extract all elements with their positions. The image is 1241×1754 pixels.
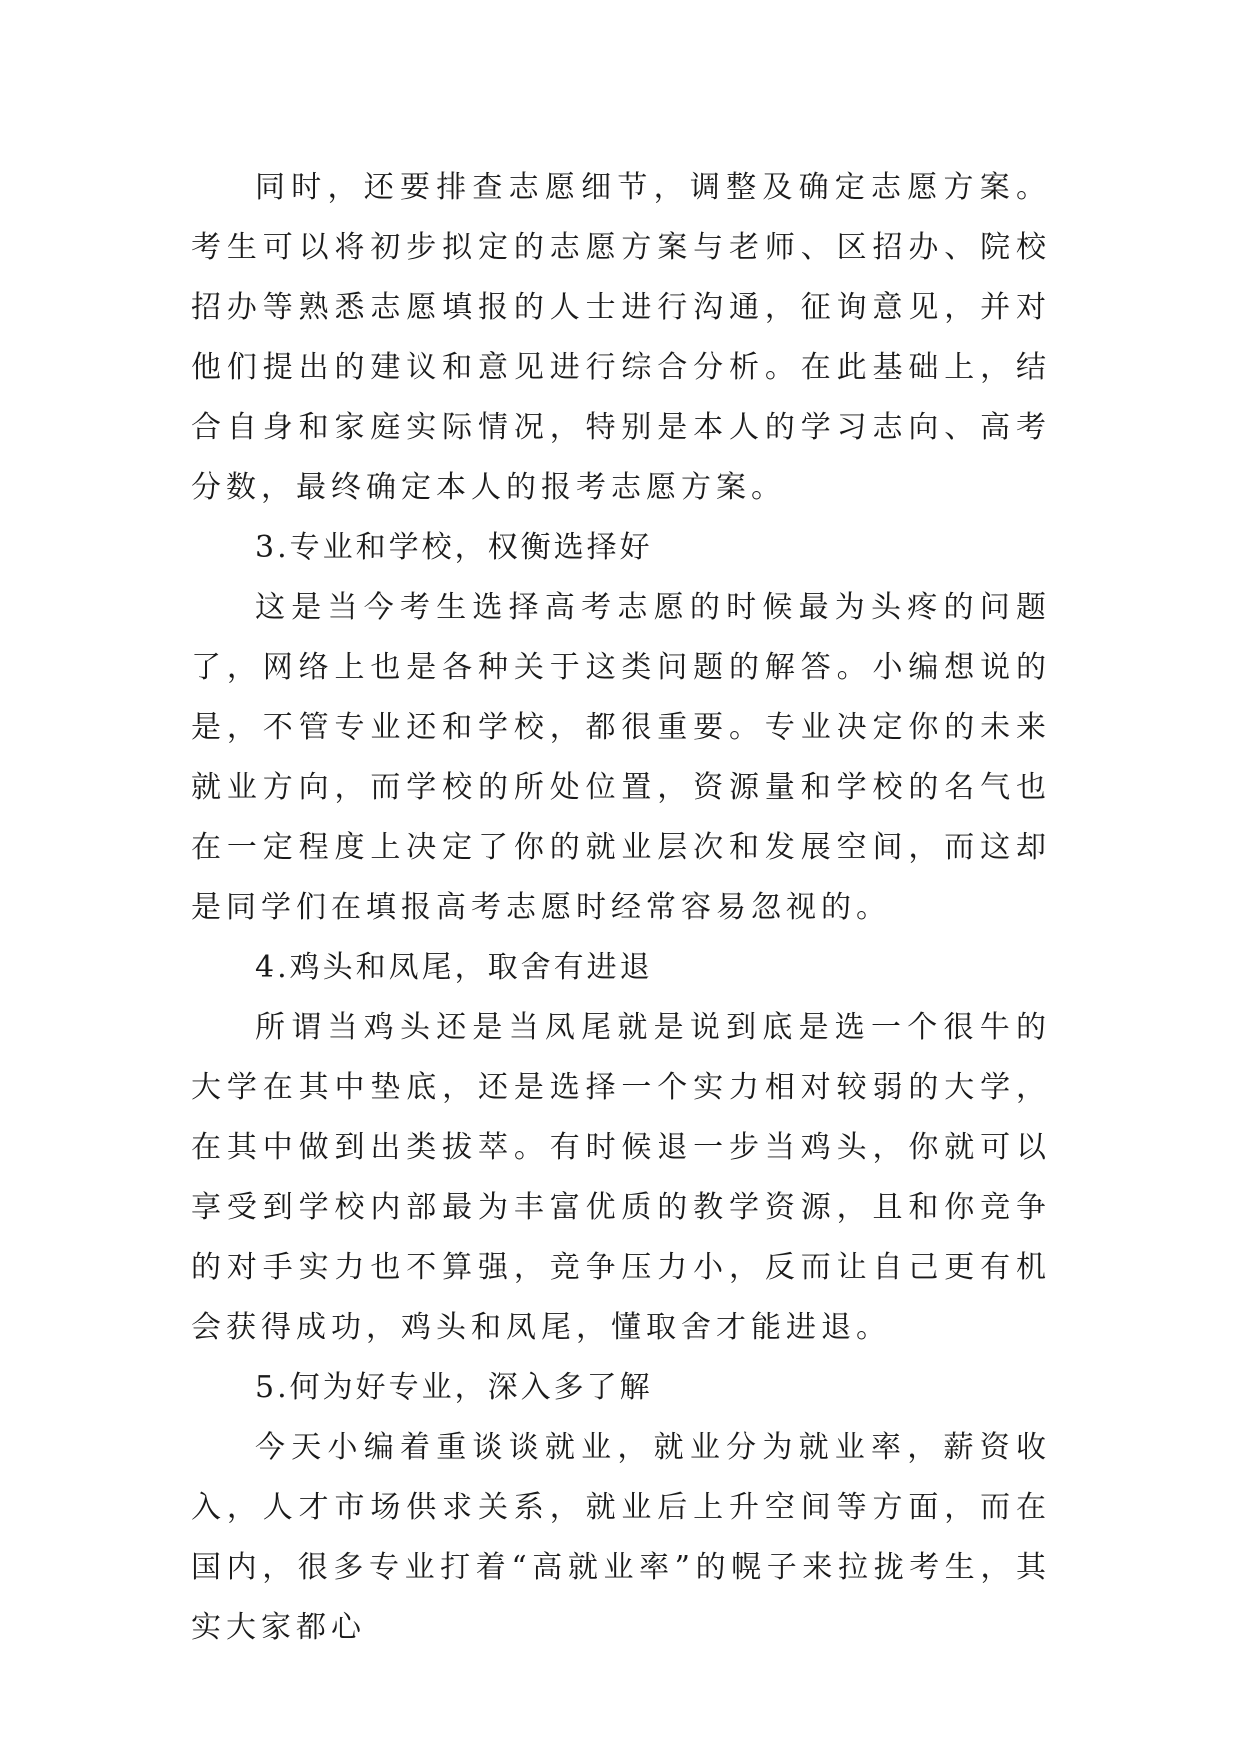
document-body bbox=[191, 158, 1051, 1658]
heading-chicken-head-phoenix-tail: 4.鸡头和凤尾，取舍有进退 bbox=[255, 950, 653, 985]
paragraph-volunteer-plan: 同时，还要排查志愿细节，调整及确定志愿方案。考生可以将初步拟定的志愿方案与老师、区招办、院校招办等熟悉志愿填报的人士进行沟通，征询意见，并对他们提出的建议和意见进行综合分析。在此基础上，结合自身和家庭实际情况，特别是本人的学习志向、高考分数，最终确定本人的报考志愿方案。 bbox=[191, 170, 1051, 505]
paragraph-chicken-head-phoenix-tail: 所谓当鸡头还是当凤尾就是说到底是选一个很牛的大学在其中垫底，还是选择一个实力相对较弱的大学，在其中做到出类拔萃。有时候退一步当鸡头，你就可以享受到学校内部最为丰富优质的教学资源，且和你竞争的对手实力也不算强，竞争压力小，反而让自己更有机会获得成功，鸡头和凤尾，懂取舍才能进退。 bbox=[191, 1010, 1051, 1345]
heading-major-and-school: 3.专业和学校，权衡选择好 bbox=[255, 530, 653, 565]
paragraph-employment: 今天小编着重谈谈就业，就业分为就业率，薪资收入，人才市场供求关系，就业后上升空间等方面，而在国内，很多专业打着“高就业率”的幌子来拉拢考生，其实大家都心 bbox=[191, 1430, 1051, 1645]
heading-good-major: 5.何为好专业，深入多了解 bbox=[255, 1370, 653, 1405]
paragraph-major-and-school: 这是当今考生选择高考志愿的时候最为头疼的问题了，网络上也是各种关于这类问题的解答。小编想说的是，不管专业还和学校，都很重要。专业决定你的未来就业方向，而学校的所处位置，资源量和学校的名气也在一定程度上决定了你的就业层次和发展空间，而这却是同学们在填报高考志愿时经常容易忽视的。 bbox=[191, 590, 1051, 925]
